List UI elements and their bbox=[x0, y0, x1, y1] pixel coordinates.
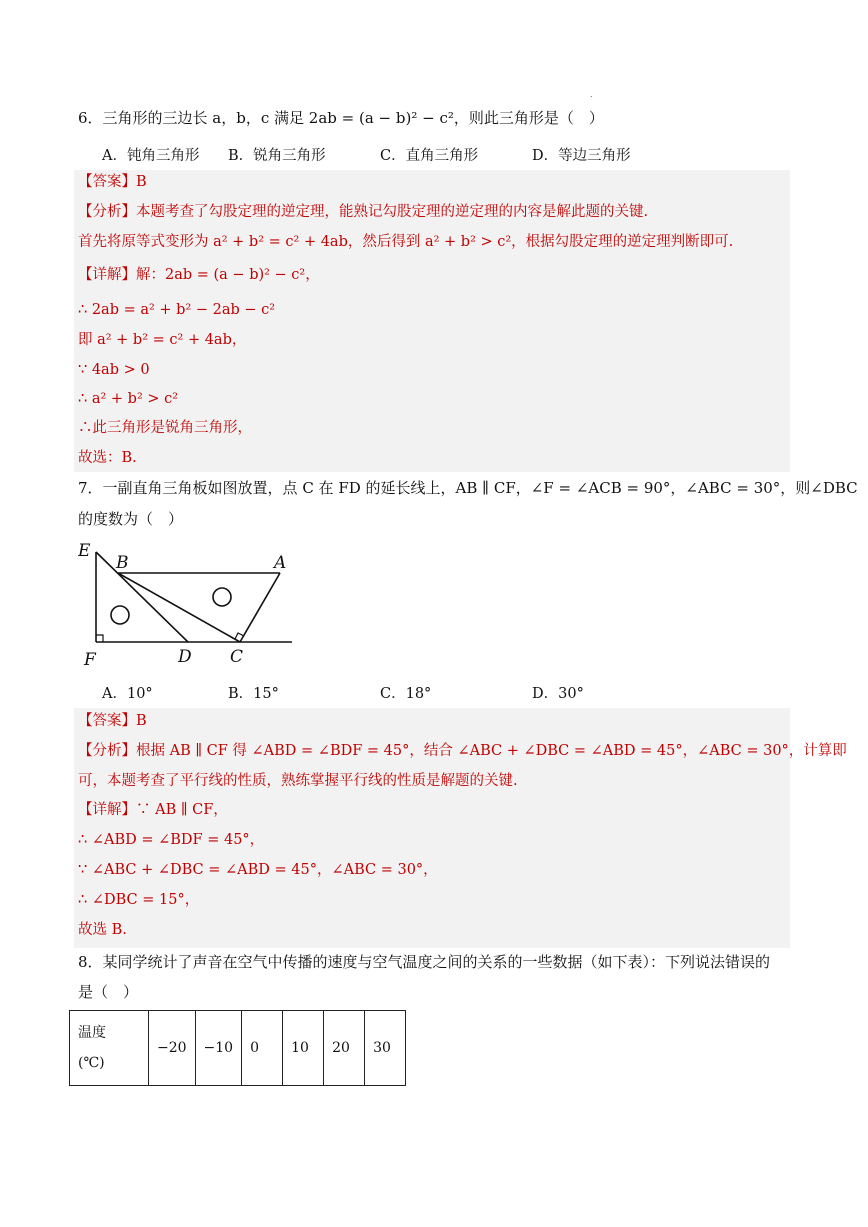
table-cell: 30 bbox=[365, 1011, 406, 1086]
q6-answer-box bbox=[74, 170, 790, 472]
q6-stem: 6．三角形的三边长 a，b，c 满足 2ab = (a − b)² − c²，则此三角形是（ ） bbox=[78, 109, 604, 127]
q7-stem-1: 7．一副直角三角板如图放置，点 C 在 FD 的延长线上，AB ∥ CF，∠F = ∠ACB = 90°，∠ABC = 30°，则∠DBC bbox=[78, 479, 858, 497]
line-ed bbox=[96, 552, 188, 642]
q6-detail-label: 【详解】 bbox=[78, 267, 136, 283]
q6-option-c: C．直角三角形 bbox=[380, 148, 479, 164]
right-angle-f bbox=[96, 635, 103, 642]
q6-option-a: A．钝角三角形 bbox=[102, 148, 200, 164]
line-ac bbox=[240, 573, 280, 642]
triangle-boards-diagram bbox=[78, 538, 298, 670]
q8-stem-2: 是（ ） bbox=[78, 983, 139, 1001]
q6-detail-1: 解：2ab = (a − b)² − c²， bbox=[136, 267, 320, 283]
table-cell: −10 bbox=[195, 1011, 242, 1086]
q6-step-3: ∵ 4ab > 0 bbox=[78, 362, 150, 378]
q7-answer-box bbox=[74, 708, 847, 948]
table-head-1: 温度 bbox=[78, 1025, 106, 1041]
q6-step-4: ∴ a² + b² > c² bbox=[78, 391, 179, 407]
q6-step-5: ∴此三角形是锐角三角形， bbox=[78, 420, 252, 436]
label-f: F bbox=[84, 650, 96, 670]
q7-option-a: A．10° bbox=[102, 686, 153, 702]
q6-detail-line bbox=[78, 265, 320, 285]
q6-step-6: 故选：B. bbox=[78, 450, 137, 466]
q7-stem-2: 的度数为（ ） bbox=[78, 510, 184, 528]
q6-step-2: 即 a² + b² = c² + 4ab， bbox=[78, 332, 247, 348]
table-cell: 10 bbox=[283, 1011, 324, 1086]
q7-figure bbox=[78, 538, 298, 674]
q7-option-d: D．30° bbox=[532, 686, 584, 702]
table-head-2: (℃) bbox=[78, 1055, 105, 1071]
q8-stem-1: 8．某同学统计了声音在空气中传播的速度与空气温度之间的关系的一些数据（如下表）：下列说法错误的 bbox=[78, 953, 771, 971]
label-d: D bbox=[178, 647, 192, 667]
q6-option-d: D．等边三角形 bbox=[532, 148, 631, 164]
q7-detail-line bbox=[78, 800, 228, 820]
q7-analysis-1: 【分析】根据 AB ∥ CF 得 ∠ABD = ∠BDF = 45°，结合 ∠ABC + ∠DBC = ∠ABD = 45°，∠ABC = 30°，计算即 bbox=[78, 743, 847, 759]
q8-table bbox=[69, 1010, 406, 1086]
hole-right bbox=[213, 588, 231, 606]
label-a: A bbox=[274, 553, 287, 573]
q6-answer: 【答案】B bbox=[78, 174, 147, 190]
q7-answer: 【答案】B bbox=[78, 713, 147, 729]
label-e: E bbox=[78, 541, 91, 561]
q6-step-1: ∴ 2ab = a² + b² − 2ab − c² bbox=[78, 302, 276, 318]
q7-option-b: B．15° bbox=[228, 686, 279, 702]
q7-option-c: C．18° bbox=[380, 686, 432, 702]
line-bc bbox=[118, 573, 240, 642]
q7-analysis-2: 可，本题考查了平行线的性质，熟练掌握平行线的性质是解题的关键. bbox=[78, 773, 518, 789]
table-head-cell bbox=[70, 1011, 149, 1086]
table-cell: 20 bbox=[324, 1011, 365, 1086]
q7-step-4: 故选 B. bbox=[78, 922, 127, 938]
label-b: B bbox=[116, 553, 129, 573]
q7-detail-label: 【详解】 bbox=[78, 802, 136, 818]
q7-step-3: ∴ ∠DBC = 15°， bbox=[78, 892, 200, 908]
q7-detail-1: ∵ AB ∥ CF， bbox=[136, 802, 228, 818]
q7-step-1: ∴ ∠ABD = ∠BDF = 45°， bbox=[78, 832, 265, 848]
q6-option-b: B．锐角三角形 bbox=[228, 148, 326, 164]
table-cell: 0 bbox=[242, 1011, 283, 1086]
table-row bbox=[70, 1011, 406, 1086]
label-c: C bbox=[230, 647, 244, 667]
q7-step-2: ∵ ∠ABC + ∠DBC = ∠ABD = 45°，∠ABC = 30°， bbox=[78, 862, 438, 878]
q6-analysis-2: 首先将原等式变形为 a² + b² = c² + 4ab，然后得到 a² + b² > c²，根据勾股定理的逆定理判断即可. bbox=[78, 234, 734, 250]
page-mark: . bbox=[590, 90, 593, 99]
hole-left bbox=[111, 606, 129, 624]
q6-analysis-1: 【分析】本题考查了勾股定理的逆定理，能熟记勾股定理的逆定理的内容是解此题的关键. bbox=[78, 204, 649, 220]
table-cell: −20 bbox=[149, 1011, 196, 1086]
